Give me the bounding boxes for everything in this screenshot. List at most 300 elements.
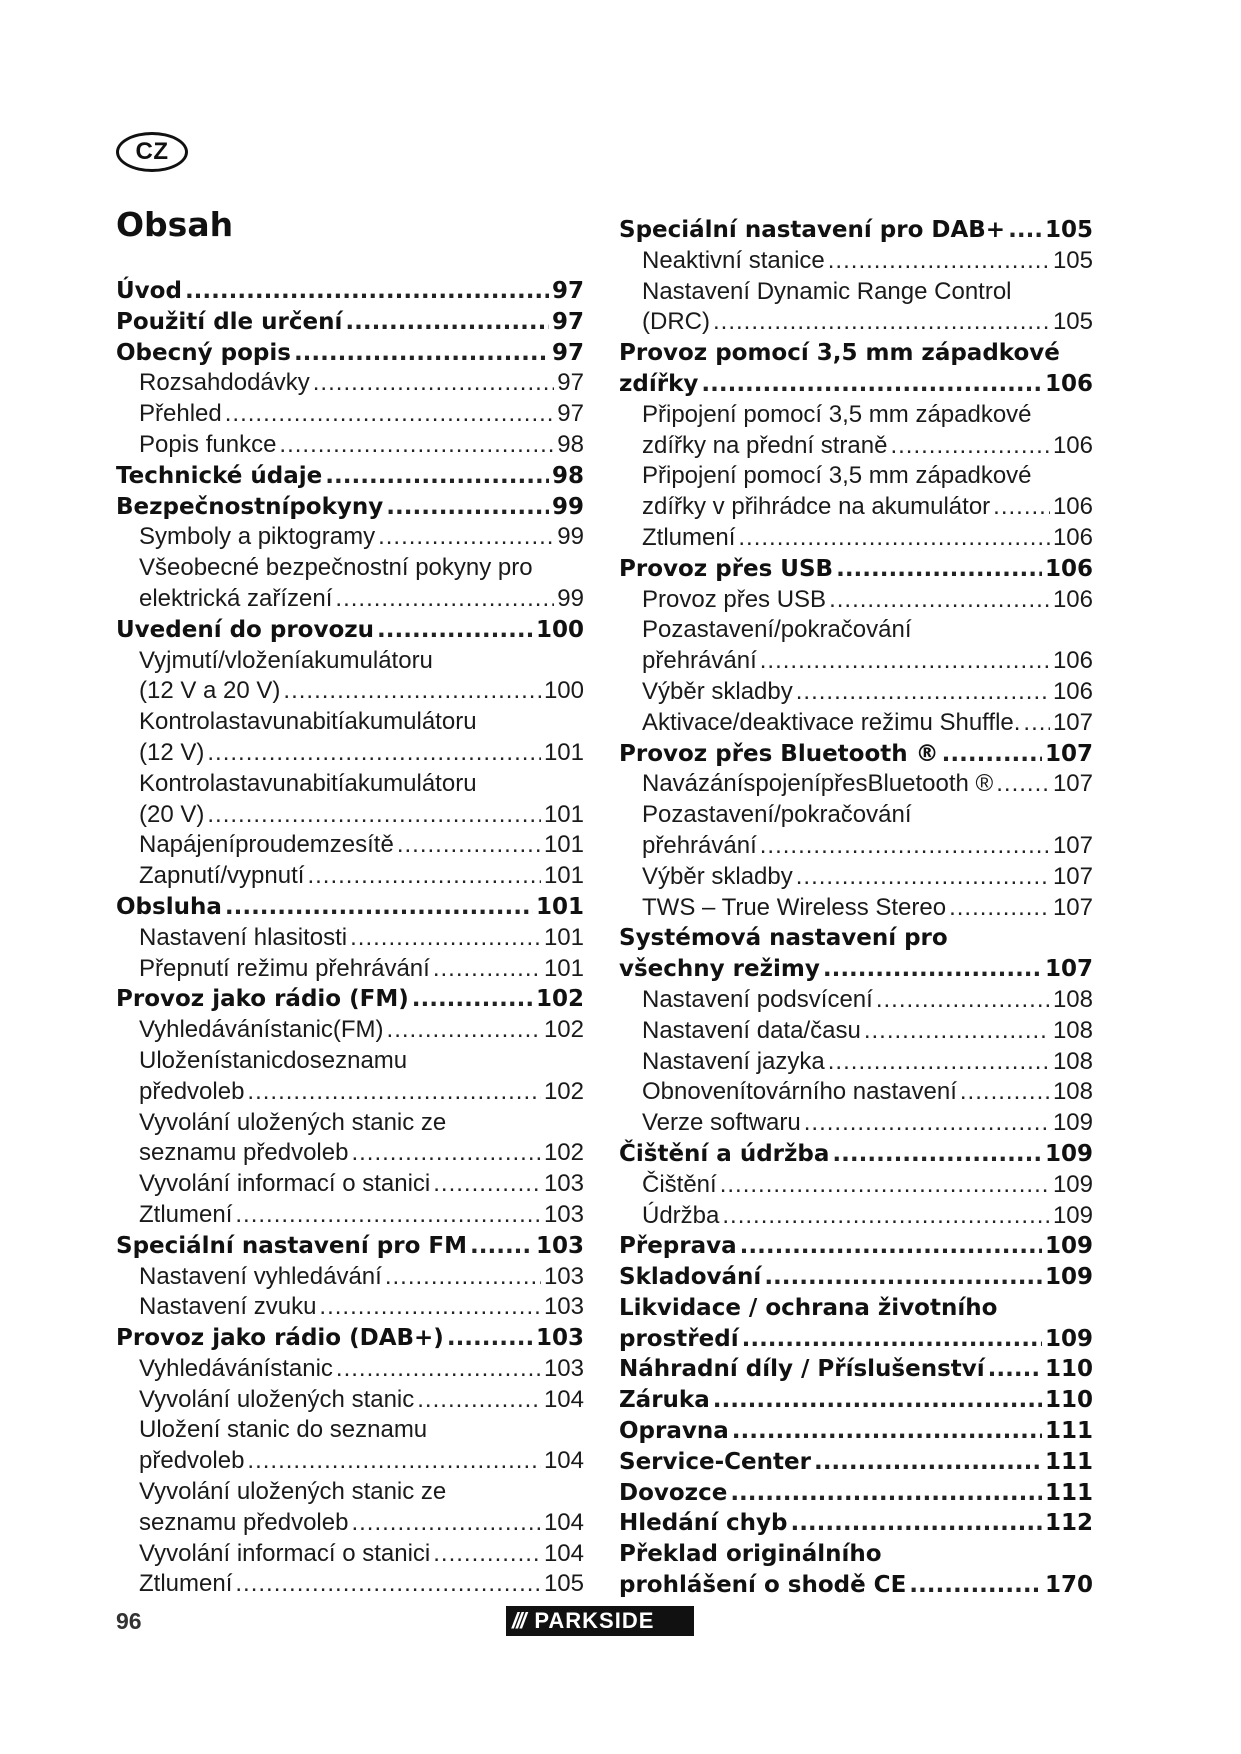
dot-leader [283, 676, 541, 707]
toc-entry-title: Provoz přes Bluetooth ® [619, 740, 939, 767]
toc-entry-title: Ztlumení [642, 523, 736, 551]
toc-entry-title: Nastavení Dynamic Range Control [642, 277, 1012, 305]
toc-page-number: 107 [1052, 831, 1093, 859]
toc-subsection-entry[interactable] [116, 368, 584, 399]
toc-entry-title: Nastavení data/času [642, 1016, 861, 1044]
dot-leader [804, 1108, 1050, 1139]
toc-page-number: 109 [1052, 1170, 1093, 1198]
toc-entry-title: Uložení stanic do seznamu [139, 1416, 428, 1444]
toc-section-entry[interactable] [116, 1231, 584, 1262]
toc-subsection-entry[interactable] [619, 677, 1093, 708]
toc-entry-title: Obnovenítovárního nastavení [642, 1078, 957, 1106]
dot-leader [207, 800, 541, 831]
toc-entry-title: Ztlumení [139, 1570, 233, 1598]
toc-subsection-entry[interactable] [116, 553, 584, 584]
toc-subsection-entry[interactable] [116, 1354, 584, 1385]
toc-subsection-entry[interactable] [116, 738, 584, 769]
dot-leader [1023, 708, 1050, 739]
toc-page-number: 102 [543, 1077, 584, 1105]
toc-subsection-entry[interactable] [619, 1016, 1093, 1047]
toc-entry-title: Úvod [116, 278, 182, 304]
dot-leader [417, 1385, 541, 1416]
dot-leader [433, 1539, 541, 1570]
dot-leader [760, 831, 1050, 862]
toc-page-number: 111 [1044, 1418, 1093, 1445]
toc-entry-title: seznamu předvoleb [139, 1508, 349, 1536]
toc-page-number: 97 [551, 339, 584, 366]
toc-subsection-entry[interactable] [619, 307, 1093, 338]
toc-page-number: 105 [543, 1570, 584, 1598]
dot-leader [720, 1170, 1050, 1201]
toc-section-entry[interactable] [619, 1324, 1093, 1355]
toc-page-number: 109 [1044, 1325, 1093, 1352]
toc-entry-title: Náhradní díly / Příslušenství [619, 1356, 985, 1383]
toc-right-column [619, 215, 1093, 1601]
toc-subsection-entry[interactable] [116, 1138, 584, 1169]
dot-leader [742, 1324, 1042, 1355]
toc-subsection-entry[interactable] [116, 646, 584, 677]
dot-leader [790, 1508, 1042, 1539]
dot-leader [397, 830, 541, 861]
toc-page-number: 107 [1052, 893, 1093, 921]
brand-logo [506, 1606, 694, 1636]
dot-leader [760, 646, 1050, 677]
toc-section-entry[interactable] [619, 1478, 1093, 1509]
dot-leader [279, 430, 554, 461]
toc-page-number: 108 [1052, 1047, 1093, 1075]
toc-entry-title: Nastavení jazyka [642, 1047, 825, 1075]
toc-subsection-entry[interactable] [619, 246, 1093, 277]
toc-entry-title: Provoz jako rádio (FM) [116, 986, 409, 1013]
toc-subsection-entry[interactable] [116, 1385, 584, 1416]
toc-subsection-entry[interactable] [116, 1262, 584, 1293]
dot-leader [412, 984, 533, 1015]
toc-section-entry[interactable] [619, 1447, 1093, 1478]
toc-entry-title: (12 V a 20 V) [139, 677, 281, 705]
toc-entry-title: Přehled [139, 400, 222, 428]
dot-leader [235, 1200, 541, 1231]
toc-page-number: 104 [543, 1447, 584, 1475]
toc-page-number: 103 [543, 1293, 584, 1321]
toc-entry-title: Provoz jako rádio (DAB+) [116, 1325, 444, 1352]
dot-leader [247, 1446, 541, 1477]
toc-subsection-entry[interactable] [619, 431, 1093, 462]
toc-entry-title: Provoz přes USB [619, 555, 834, 582]
toc-subsection-entry[interactable] [116, 1046, 584, 1077]
toc-page-number: 105 [1044, 217, 1093, 243]
toc-subsection-entry[interactable] [619, 400, 1093, 431]
dot-leader [319, 1292, 541, 1323]
dot-leader [336, 1354, 541, 1385]
toc-entry-title: Záruka [619, 1387, 710, 1414]
toc-section-entry[interactable] [116, 338, 584, 369]
toc-subsection-entry[interactable] [116, 954, 584, 985]
dot-leader [387, 1015, 541, 1046]
toc-entry-title: všechny režimy [619, 956, 820, 983]
toc-subsection-entry[interactable] [116, 1508, 584, 1539]
toc-subsection-entry[interactable] [619, 1108, 1093, 1139]
toc-page-number: 100 [535, 616, 584, 643]
dot-leader [722, 1201, 1050, 1232]
toc-entry-title: (DRC) [642, 308, 710, 336]
dot-leader [294, 338, 549, 369]
dot-leader [764, 1262, 1042, 1293]
toc-left-column [116, 276, 584, 1600]
dot-leader [313, 368, 555, 399]
toc-entry-title: Vyvolání informací o stanici [139, 1170, 431, 1198]
toc-section-entry[interactable] [619, 739, 1093, 770]
toc-page-number: 109 [1052, 1109, 1093, 1137]
toc-page-number: 97 [557, 400, 584, 428]
toc-page-number: 99 [551, 493, 584, 520]
toc-subsection-entry[interactable] [116, 430, 584, 461]
toc-subsection-entry[interactable] [116, 1108, 584, 1139]
toc-entry-title: Service-Center [619, 1448, 811, 1475]
toc-entry-title: Uloženístanicdoseznamu [139, 1046, 408, 1074]
dot-leader [433, 1169, 541, 1200]
dot-leader [385, 1262, 541, 1293]
toc-subsection-entry[interactable] [116, 1077, 584, 1108]
toc-page-number: 106 [1052, 677, 1093, 705]
toc-entry-title: Vyhledávánístanic [139, 1354, 333, 1382]
page-title: Obsah [116, 205, 234, 244]
toc-entry-title: NavázáníspojenípřesBluetooth ® [642, 770, 994, 798]
toc-entry-title: předvoleb [139, 1077, 245, 1105]
dot-leader [740, 1231, 1042, 1262]
toc-page-number: 102 [535, 986, 584, 1013]
dot-leader [307, 861, 541, 892]
toc-subsection-entry[interactable] [619, 769, 1093, 800]
dot-leader [988, 1354, 1042, 1385]
toc-subsection-entry[interactable] [116, 830, 584, 861]
toc-subsection-entry[interactable] [619, 708, 1093, 739]
toc-subsection-entry[interactable] [116, 1200, 584, 1231]
dot-leader [335, 584, 554, 615]
toc-entry-title: elektrická zařízení [139, 584, 333, 612]
toc-subsection-entry[interactable] [116, 923, 584, 954]
toc-subsection-entry[interactable] [619, 1170, 1093, 1201]
toc-section-entry[interactable] [116, 892, 584, 923]
dot-leader [325, 461, 549, 492]
toc-entry-title: Kontrolastavunabitíakumulátoru [139, 769, 477, 797]
toc-subsection-entry[interactable] [619, 492, 1093, 523]
toc-section-entry[interactable] [619, 1508, 1093, 1539]
toc-page-number: 103 [535, 1325, 584, 1352]
toc-section-entry[interactable] [619, 1570, 1093, 1601]
toc-section-entry[interactable] [619, 338, 1093, 369]
toc-page-number: 101 [543, 800, 584, 828]
toc-page-number: 108 [1052, 1078, 1093, 1106]
toc-page-number: 101 [543, 954, 584, 982]
toc-entry-title: Čištění a údržba [619, 1140, 830, 1167]
toc-page-number: 99 [557, 584, 584, 612]
toc-entry-title: Dovozce [619, 1479, 728, 1506]
dot-leader [1008, 215, 1042, 246]
toc-entry-title: Symboly a piktogramy [139, 523, 376, 551]
toc-entry-title: přehrávání [642, 647, 757, 675]
toc-page-number: 97 [551, 278, 584, 304]
toc-section-entry[interactable] [619, 1139, 1093, 1170]
dot-leader [942, 739, 1042, 770]
dot-leader [207, 738, 541, 769]
toc-section-entry[interactable] [619, 1354, 1093, 1385]
toc-section-entry[interactable] [619, 923, 1093, 954]
toc-subsection-entry[interactable] [619, 615, 1093, 646]
toc-page-number: 106 [1052, 523, 1093, 551]
toc-section-entry[interactable] [116, 615, 584, 646]
toc-page-number: 103 [543, 1170, 584, 1198]
toc-page-number: 97 [551, 308, 584, 335]
toc-entry-title: Všeobecné bezpečnostní pokyny pro [139, 554, 533, 582]
dot-leader [713, 307, 1050, 338]
toc-entry-title: Vyvolání uložených stanic ze [139, 1108, 447, 1136]
toc-page-number: 106 [1052, 493, 1093, 521]
toc-entry-title: Pozastavení/pokračování [642, 801, 912, 829]
toc-subsection-entry[interactable] [116, 1292, 584, 1323]
toc-page-number: 103 [543, 1262, 584, 1290]
toc-entry-title: Provoz přes USB [642, 585, 827, 613]
toc-subsection-entry[interactable] [116, 1415, 584, 1446]
toc-entry-title: Speciální nastavení pro FM [116, 1232, 467, 1259]
toc-entry-title: (20 V) [139, 800, 205, 828]
toc-page-number: 97 [557, 369, 584, 397]
toc-entry-title: Systémová nastavení pro [619, 925, 948, 952]
toc-subsection-entry[interactable] [116, 800, 584, 831]
toc-page-number: 101 [535, 893, 584, 920]
dot-leader [823, 954, 1042, 985]
toc-page-number: 106 [1052, 585, 1093, 613]
toc-subsection-entry[interactable] [116, 1015, 584, 1046]
toc-entry-title: Pozastavení/pokračování [642, 616, 912, 644]
toc-subsection-entry[interactable] [619, 1047, 1093, 1078]
toc-page-number: 170 [1044, 1572, 1093, 1599]
dot-leader [738, 523, 1050, 554]
toc-subsection-entry[interactable] [116, 522, 584, 553]
toc-subsection-entry[interactable] [619, 277, 1093, 308]
toc-section-entry[interactable] [116, 492, 584, 523]
toc-page-number: 108 [1052, 1016, 1093, 1044]
toc-subsection-entry[interactable] [116, 861, 584, 892]
toc-entry-title: Popis funkce [139, 430, 277, 458]
dot-leader [876, 985, 1050, 1016]
toc-entry-title: Výběr skladby [642, 677, 793, 705]
dot-leader [864, 1016, 1050, 1047]
toc-section-entry[interactable] [619, 1231, 1093, 1262]
toc-entry-title: Technické údaje [116, 462, 323, 489]
toc-subsection-entry[interactable] [116, 1569, 584, 1600]
dot-leader [993, 492, 1050, 523]
brand-name: PARKSIDE [534, 1608, 655, 1633]
dot-leader [828, 1047, 1050, 1078]
toc-subsection-entry[interactable] [116, 1446, 584, 1477]
dot-leader [796, 862, 1050, 893]
dot-leader [470, 1231, 533, 1262]
toc-entry-title: Připojení pomocí 3,5 mm západkové [642, 462, 1032, 490]
toc-page-number: 102 [543, 1139, 584, 1167]
toc-subsection-entry[interactable] [619, 893, 1093, 924]
toc-page-number: 104 [543, 1385, 584, 1413]
toc-entry-title: zdířky na přední straně [642, 431, 888, 459]
toc-page-number: 109 [1044, 1233, 1093, 1260]
toc-page-number: 104 [543, 1508, 584, 1536]
toc-entry-title: Vyjmutí/vloženíakumulátoru [139, 646, 433, 674]
dot-leader [814, 1447, 1042, 1478]
toc-page-number: 106 [1044, 555, 1093, 582]
toc-section-entry[interactable] [619, 1385, 1093, 1416]
toc-section-entry[interactable] [619, 369, 1093, 400]
toc-section-entry[interactable] [619, 1293, 1093, 1324]
toc-entry-title: Překlad originálního [619, 1541, 882, 1568]
toc-page-number: 103 [543, 1200, 584, 1228]
toc-entry-title: Vyvolání informací o stanici [139, 1539, 431, 1567]
dot-leader [433, 954, 541, 985]
toc-entry-title: seznamu předvoleb [139, 1139, 349, 1167]
toc-entry-title: Zapnutí/vypnutí [139, 862, 305, 890]
dot-leader [836, 554, 1042, 585]
toc-entry-title: Napájeníproudemzesítě [139, 831, 394, 859]
toc-entry-title: Obecný popis [116, 339, 291, 366]
dot-leader [829, 585, 1050, 616]
toc-subsection-entry[interactable] [116, 676, 584, 707]
toc-subsection-entry[interactable] [116, 399, 584, 430]
toc-entry-title: prohlášení o shodě CE [619, 1572, 907, 1599]
toc-subsection-entry[interactable] [619, 862, 1093, 893]
toc-entry-title: Vyhledávánístanic(FM) [139, 1016, 384, 1044]
toc-entry-title: Nastavení vyhledávání [139, 1262, 382, 1290]
toc-section-entry[interactable] [619, 554, 1093, 585]
dot-leader [949, 893, 1050, 924]
toc-page-number: 109 [1052, 1201, 1093, 1229]
toc-page-number: 98 [557, 430, 584, 458]
toc-page-number: 109 [1044, 1140, 1093, 1167]
toc-subsection-entry[interactable] [116, 769, 584, 800]
toc-entry-title: Výběr skladby [642, 862, 793, 890]
toc-page-number: 111 [1044, 1448, 1093, 1475]
toc-subsection-entry[interactable] [116, 584, 584, 615]
dot-leader [713, 1385, 1042, 1416]
toc-entry-title: TWS – True Wireless Stereo [642, 893, 947, 921]
toc-entry-title: Speciální nastavení pro DAB+ [619, 217, 1006, 243]
toc-subsection-entry[interactable] [619, 523, 1093, 554]
dot-leader [350, 923, 541, 954]
toc-entry-title: zdířky v přihrádce na akumulátor [642, 493, 991, 521]
toc-page-number: 107 [1044, 740, 1093, 767]
toc-entry-title: Rozsahdodávky [139, 369, 310, 397]
toc-entry-title: Neaktivní stanice [642, 246, 825, 274]
toc-entry-title: Nastavení hlasitosti [139, 923, 348, 951]
toc-entry-title: Likvidace / ochrana životního [619, 1294, 998, 1321]
toc-page-number: 105 [1052, 246, 1093, 274]
dot-leader [909, 1570, 1042, 1601]
toc-subsection-entry[interactable] [619, 985, 1093, 1016]
toc-section-entry[interactable] [116, 276, 584, 307]
toc-page-number: 106 [1052, 431, 1093, 459]
toc-section-entry[interactable] [116, 1323, 584, 1354]
toc-subsection-entry[interactable] [116, 1169, 584, 1200]
toc-section-entry[interactable] [619, 1416, 1093, 1447]
toc-section-entry[interactable] [619, 1539, 1093, 1570]
toc-page-number: 101 [543, 831, 584, 859]
toc-page-number: 111 [1044, 1479, 1093, 1506]
dot-leader [247, 1077, 541, 1108]
toc-page-number: 106 [1052, 647, 1093, 675]
toc-page-number: 105 [1052, 308, 1093, 336]
toc-entry-title: (12 V) [139, 738, 205, 766]
toc-section-entry[interactable] [619, 954, 1093, 985]
toc-page-number: 101 [543, 923, 584, 951]
toc-entry-title: Opravna [619, 1418, 729, 1445]
toc-page-number: 100 [543, 677, 584, 705]
toc-page-number: 102 [543, 1016, 584, 1044]
toc-entry-title: předvoleb [139, 1447, 245, 1475]
toc-page-number: 103 [543, 1354, 584, 1382]
toc-subsection-entry[interactable] [619, 461, 1093, 492]
toc-entry-title: Uvedení do provozu [116, 616, 375, 643]
toc-page-number: 104 [543, 1539, 584, 1567]
toc-section-entry[interactable] [116, 984, 584, 1015]
toc-entry-title: Obsluha [116, 893, 222, 920]
toc-section-entry[interactable] [619, 1262, 1093, 1293]
dot-leader [377, 615, 533, 646]
toc-subsection-entry[interactable] [116, 1539, 584, 1570]
toc-entry-title: Aktivace/deaktivace režimu Shuffle. [642, 708, 1021, 736]
toc-subsection-entry[interactable] [619, 585, 1093, 616]
toc-page-number: 107 [1044, 956, 1093, 983]
dot-leader [832, 1139, 1042, 1170]
toc-page-number: 110 [1044, 1387, 1093, 1414]
dot-leader [701, 369, 1042, 400]
dot-leader [796, 677, 1050, 708]
toc-section-entry[interactable] [116, 307, 584, 338]
dot-leader [996, 769, 1050, 800]
toc-entry-title: Kontrolastavunabitíakumulátoru [139, 708, 477, 736]
dot-leader [730, 1478, 1042, 1509]
dot-leader [828, 246, 1050, 277]
toc-subsection-entry[interactable] [619, 646, 1093, 677]
toc-entry-title: Použití dle určení [116, 308, 343, 335]
language-badge: CZ [116, 132, 188, 172]
toc-subsection-entry[interactable] [619, 1077, 1093, 1108]
toc-entry-title: prostředí [619, 1325, 739, 1352]
toc-section-entry[interactable] [619, 215, 1093, 246]
toc-entry-title: Nastavení zvuku [139, 1293, 317, 1321]
toc-entry-title: Vyvolání uložených stanic ze [139, 1478, 447, 1506]
toc-entry-title: Verze softwaru [642, 1109, 801, 1137]
toc-page-number: 110 [1044, 1356, 1093, 1383]
toc-section-entry[interactable] [116, 461, 584, 492]
toc-subsection-entry[interactable] [619, 800, 1093, 831]
toc-page-number: 112 [1044, 1510, 1093, 1537]
dot-leader [185, 276, 549, 307]
toc-page-number: 106 [1044, 370, 1093, 397]
dot-leader [345, 307, 549, 338]
dot-leader [235, 1569, 541, 1600]
toc-page-number: 98 [551, 462, 584, 489]
toc-page-number: 101 [543, 862, 584, 890]
toc-entry-title: Provoz pomocí 3,5 mm západkové [619, 340, 1060, 367]
toc-page-number: 107 [1052, 708, 1093, 736]
toc-entry-title: Skladování [619, 1264, 762, 1291]
toc-subsection-entry[interactable] [116, 707, 584, 738]
toc-entry-title: Nastavení podsvícení [642, 985, 873, 1013]
toc-entry-title: Ztlumení [139, 1200, 233, 1228]
dot-leader [225, 399, 555, 430]
toc-entry-title: zdířky [619, 370, 699, 397]
toc-subsection-entry[interactable] [619, 831, 1093, 862]
toc-subsection-entry[interactable] [619, 1201, 1093, 1232]
toc-page-number: 108 [1052, 985, 1093, 1013]
toc-subsection-entry[interactable] [116, 1477, 584, 1508]
